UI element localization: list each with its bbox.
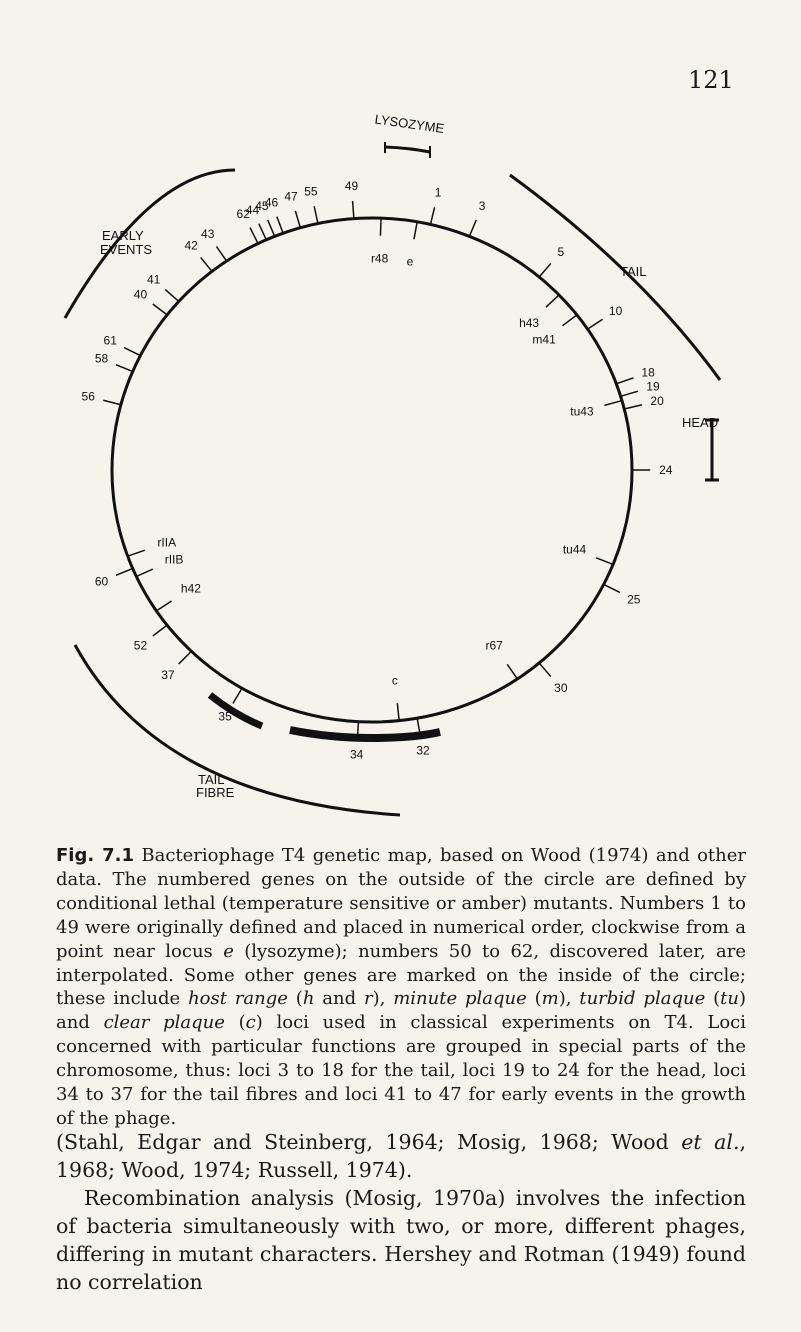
- outer-locus-label: 10: [608, 303, 623, 318]
- inner-locus-label: h42: [180, 581, 201, 596]
- outer-locus-tick: [116, 568, 133, 575]
- outer-locus-label: 19: [646, 379, 660, 394]
- lysozyme-bar: [385, 147, 430, 152]
- outer-locus-tick: [233, 688, 242, 703]
- inner-locus-tick: [507, 664, 517, 679]
- outer-locus-tick: [469, 220, 476, 236]
- outer-locus-tick: [216, 246, 226, 261]
- paragraph-2: Recombination analysis (Mosig, 1970a) involves the infection of bacteria simultaneously with two, or more, different phages, differing in mutant characters. Hershey and Rotman (1949) found no correlation: [56, 1186, 746, 1294]
- outer-locus-label: 25: [627, 592, 641, 607]
- outer-locus-label: 40: [133, 287, 148, 302]
- outer-locus-tick: [604, 584, 620, 592]
- outer-locus-tick: [314, 206, 318, 223]
- outer-locus-tick: [250, 228, 258, 244]
- outer-locus-label: 18: [641, 365, 655, 380]
- figure-caption: Fig. 7.1 Bacteriophage T4 genetic map, based on Wood (1974) and other data. The numbered genes on the outside of the circle are defined by conditional lethal (temperature sensitive or amber) mutants. Numbers 1 to 49 were originally defined and placed in numerical order, clockwise from a point near locus e (lysozyme); numbers 50 to 62, discovered later, are interpolated. Some other genes are marked on the inside of the circle; these include host range (h and r), minute plaque (m), turbid plaque (tu) and clear plaque (c) loci used in classical experiments on T4. Loci concerned with particular functions are grouped in special parts of the chromosome, thus: loci 3 to 18 for the tail, loci 19 to 24 for the head, loci 34 to 37 for the tail fibres and loci 41 to 47 for early events in the growth of the phage.: [56, 845, 747, 1129]
- inner-locus-label: m41: [532, 332, 556, 347]
- outer-locus-label: 5: [557, 244, 565, 259]
- outer-locus-label: 37: [161, 667, 175, 682]
- outer-locus-tick: [588, 319, 603, 329]
- inner-locus-tick: [414, 222, 417, 239]
- tail-fibre-label-2: FIBRE: [196, 785, 235, 800]
- outer-locus-label: 44: [245, 202, 260, 217]
- outer-locus-label: 1: [434, 185, 442, 200]
- outer-locus-tick: [353, 201, 354, 219]
- outer-locus-tick: [616, 378, 633, 384]
- inner-locus-tick: [563, 315, 577, 326]
- outer-locus-tick: [124, 348, 140, 356]
- inner-locus-label: r67: [485, 638, 503, 653]
- outer-locus-label: 42: [184, 238, 198, 253]
- outer-locus-label: 55: [304, 184, 318, 199]
- outer-locus-label: 58: [94, 351, 109, 366]
- outer-locus-tick: [268, 220, 275, 236]
- paragraph-1: (Stahl, Edgar and Steinberg, 1964; Mosig, 1968; Wood et al., 1968; Wood, 1974; Russell, 1974).: [56, 1130, 746, 1182]
- outer-locus-tick: [539, 263, 551, 277]
- inner-locus-tick: [380, 218, 381, 236]
- outer-locus-tick: [259, 224, 266, 240]
- outer-locus-tick: [103, 400, 121, 405]
- tail-label: TAIL: [620, 264, 647, 279]
- early-events-label-1: EARLY: [102, 228, 144, 243]
- outer-locus-label: 20: [650, 394, 664, 409]
- inner-locus-tick: [397, 703, 399, 721]
- inner-locus-tick: [136, 569, 152, 576]
- outer-locus-tick: [153, 304, 167, 315]
- outer-locus-label: 24: [659, 463, 673, 477]
- inner-locus-label: rIIB: [164, 552, 184, 567]
- outer-locus-label: 49: [344, 178, 359, 193]
- outer-locus-label: 61: [103, 333, 117, 348]
- outer-locus-label: 35: [218, 709, 232, 724]
- outer-locus-tick: [624, 405, 642, 409]
- outer-locus-label: 60: [94, 574, 109, 589]
- inner-locus-label: tu43: [570, 404, 594, 419]
- outer-locus-label: 34: [349, 747, 364, 762]
- outer-locus-label: 3: [478, 198, 486, 213]
- head-label: HEAD: [682, 415, 719, 430]
- inner-locus-tick: [156, 601, 171, 611]
- outer-locus-label: 47: [284, 189, 298, 204]
- inner-locus-label: tu44: [562, 542, 587, 557]
- inner-locus-label: r48: [370, 251, 389, 266]
- outer-locus-tick: [153, 625, 167, 636]
- inner-locus-tick: [604, 401, 621, 406]
- outer-locus-tick: [295, 211, 300, 228]
- outer-locus-tick: [621, 391, 638, 396]
- outer-locus-label: 52: [133, 638, 148, 653]
- inner-locus-label: h43: [519, 315, 540, 330]
- outer-locus-tick: [201, 258, 212, 272]
- inner-locus-label: c: [391, 673, 398, 688]
- outer-locus-tick: [179, 651, 192, 664]
- outer-locus-label: 41: [146, 272, 161, 287]
- inner-locus-tick: [128, 550, 145, 556]
- outer-locus-tick: [430, 207, 434, 224]
- inner-locus-tick: [546, 295, 559, 307]
- outer-locus-tick: [165, 290, 179, 302]
- c-region-band: [290, 730, 440, 738]
- outer-locus-label: 45: [255, 198, 269, 213]
- outer-locus-label: 62: [236, 207, 250, 222]
- inner-locus-tick: [596, 558, 613, 565]
- inner-locus-label: rIIA: [157, 535, 177, 550]
- outer-locus-tick: [116, 365, 133, 372]
- body-text: [56, 1128, 746, 1296]
- outer-locus-label: 46: [264, 195, 279, 210]
- outer-locus-tick: [277, 217, 283, 234]
- outer-locus-label: 43: [201, 226, 215, 241]
- outer-locus-tick: [357, 722, 358, 740]
- outer-locus-label: 30: [554, 681, 568, 696]
- outer-locus-label: 32: [416, 743, 430, 758]
- lysozyme-label: LYSOZYME: [373, 111, 446, 137]
- tail-fibre-arc: [75, 645, 400, 815]
- outer-locus-tick: [539, 663, 551, 677]
- inner-locus-label: e: [406, 254, 414, 269]
- caption-prefix: Fig. 7.1: [56, 845, 134, 866]
- early-events-label-2: EVENTS: [100, 242, 153, 257]
- outer-locus-label: 56: [81, 389, 95, 404]
- page-number: 121: [688, 66, 734, 94]
- chromosome-circle: [112, 218, 632, 722]
- tail-fibre-label-1: TAIL: [198, 772, 225, 787]
